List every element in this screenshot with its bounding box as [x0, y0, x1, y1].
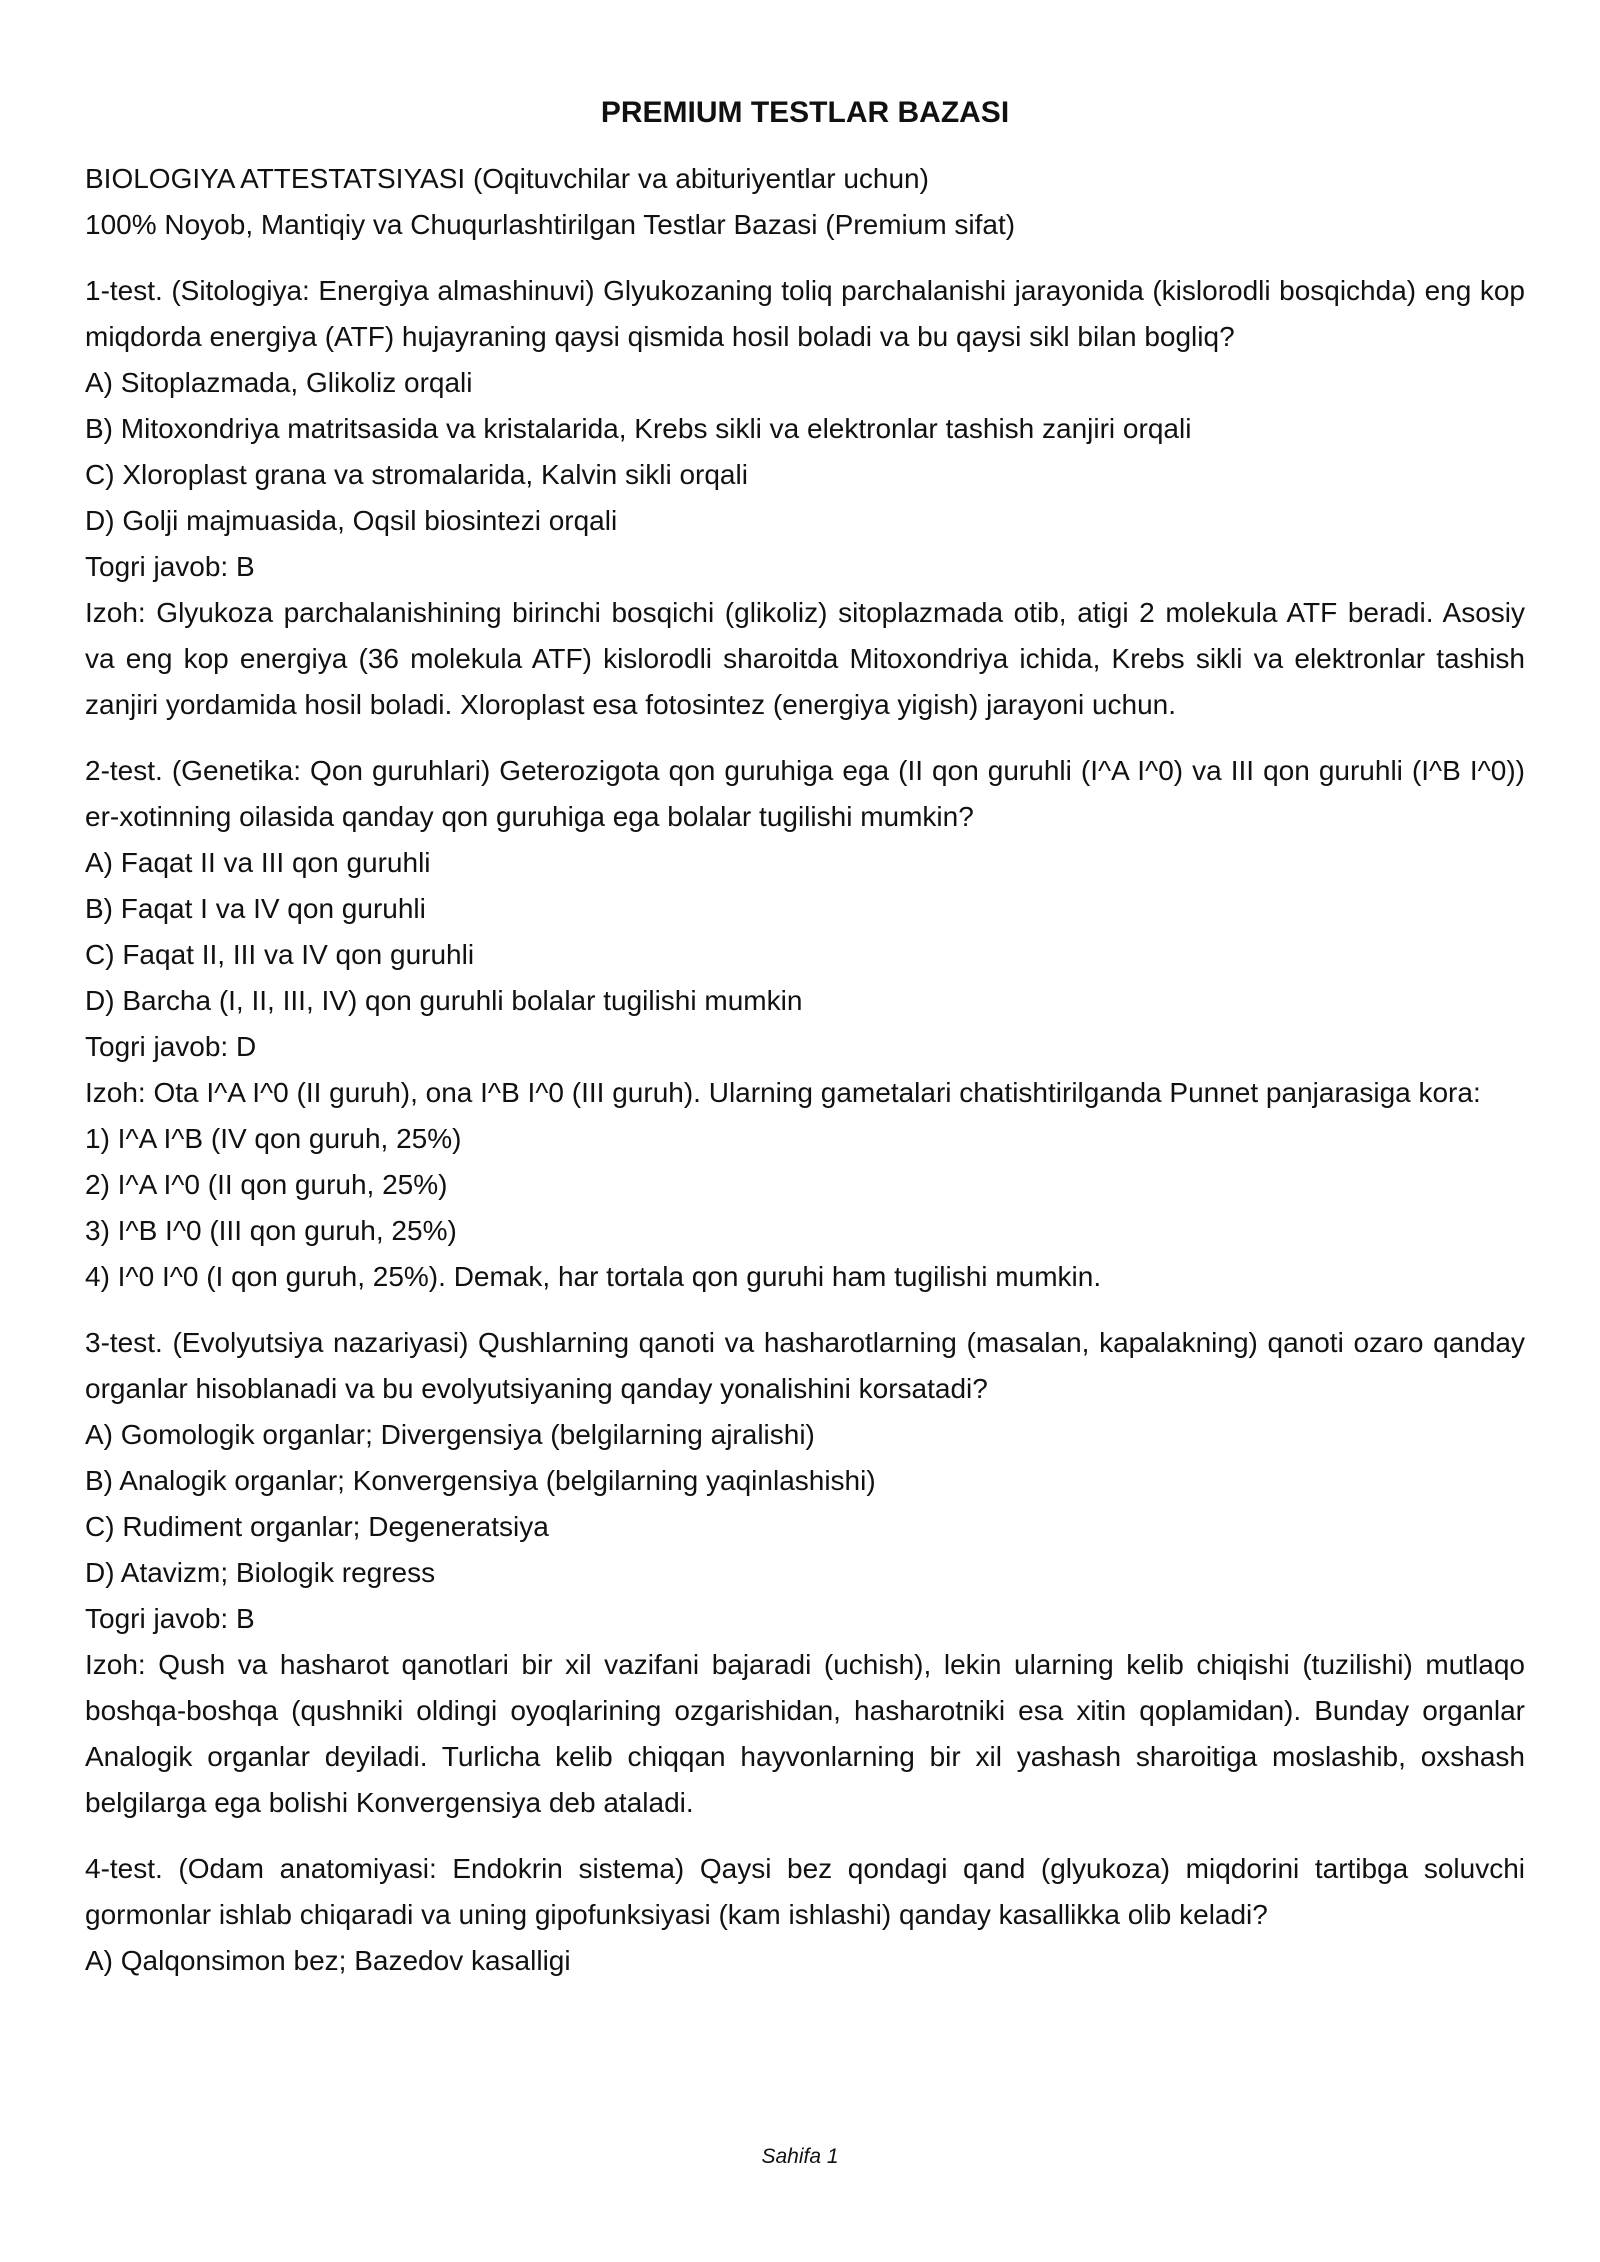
test-answer: Togri javob: B — [85, 1603, 255, 1634]
document-title: PREMIUM TESTLAR BAZASI — [600, 96, 1010, 129]
test-option-a: A) Faqat II va III qon guruhli — [85, 847, 431, 878]
test-1 — [85, 268, 1525, 728]
test-option-c: C) Rudiment organlar; Degeneratsiya — [85, 1511, 549, 1542]
test-explanation-line: 4) I^0 I^0 (I qon guruh, 25%). Demak, har tortala qon guruhi ham tugilishi mumkin. — [85, 1261, 1102, 1292]
test-option-b: B) Faqat I va IV qon guruhli — [85, 893, 426, 924]
test-question: 3-test. (Evolyutsiya nazariyasi) Qushlarning qanoti va hasharotlarning (masalan, kapalakning) qanoti ozaro qanday organlar hisoblanadi va bu evolyutsiyaning qanday yonalishini korsatadi? — [85, 1327, 1525, 1404]
test-answer: Togri javob: B — [85, 551, 255, 582]
document-header — [85, 156, 1525, 248]
test-explanation: Izoh: Qush va hasharot qanotlari bir xil vazifani bajaradi (uchish), lekin ularning kelib chiqishi (tuzilishi) mutlaqo boshqa-boshqa (qushniki oldingi oyoqlarining ozgarishidan, hasharotniki esa xitin qoplamidan). Bunday organlar Analogik organlar deyiladi. Turlicha kelib chiqqan hayvonlarning bir xil yashash sharoitiga moslashib, oxshash belgilarga ega bolishi Konvergensiya deb ataladi. — [85, 1649, 1525, 1818]
test-option-a: A) Qalqonsimon bez; Bazedov kasalligi — [85, 1945, 571, 1976]
test-4 — [85, 1846, 1525, 1984]
test-option-a: A) Sitoplazmada, Glikoliz orqali — [85, 367, 473, 398]
test-option-b: B) Mitoxondriya matritsasida va kristalarida, Krebs sikli va elektronlar tashish zanjiri orqali — [85, 413, 1192, 444]
test-question: 2-test. (Genetika: Qon guruhlari) Geterozigota qon guruhiga ega (II qon guruhli (I^A I^0) va III qon guruhli (I^B I^0)) er-xotinning oilasida qanday qon guruhiga ega bolalar tugilishi mumkin? — [85, 755, 1525, 832]
document-subtitle-2: 100% Noyob, Mantiqiy va Chuqurlashtirilgan Testlar Bazasi (Premium sifat) — [85, 209, 1016, 240]
test-explanation-line: 1) I^A I^B (IV qon guruh, 25%) — [85, 1123, 462, 1154]
test-question: 1-test. (Sitologiya: Energiya almashinuvi) Glyukozaning toliq parchalanishi jarayonida (kislorodli bosqichda) eng kop miqdorda energiya (ATF) hujayraning qaysi qismida hosil boladi va bu qaysi sikl bilan bogliq? — [85, 275, 1525, 352]
test-option-c: C) Xloroplast grana va stromalarida, Kalvin sikli orqali — [85, 459, 748, 490]
test-2 — [85, 748, 1525, 1300]
document-subtitle-1: BIOLOGIYA ATTESTATSIYASI (Oqituvchilar va abituriyentlar uchun) — [85, 163, 929, 194]
test-explanation-line: 3) I^B I^0 (III qon guruh, 25%) — [85, 1215, 457, 1246]
test-explanation: Izoh: Ota I^A I^0 (II guruh), ona I^B I^0 (III guruh). Ularning gametalari chatishtirilganda Punnet panjarasiga kora: — [85, 1077, 1481, 1108]
page-number-footer: Sahifa 1 — [761, 2145, 839, 2168]
test-option-c: C) Faqat II, III va IV qon guruhli — [85, 939, 475, 970]
test-answer: Togri javob: D — [85, 1031, 257, 1062]
test-option-d: D) Atavizm; Biologik regress — [85, 1557, 436, 1588]
document-page — [85, 88, 1525, 2004]
test-question: 4-test. (Odam anatomiyasi: Endokrin sistema) Qaysi bez qondagi qand (glyukoza) miqdorini tartibga soluvchi gormonlar ishlab chiqaradi va uning gipofunksiyasi (kam ishlashi) qanday kasallikka olib keladi? — [85, 1853, 1525, 1930]
test-explanation: Izoh: Glyukoza parchalanishining birinchi bosqichi (glikoliz) sitoplazmada otib, atigi 2 molekula ATF beradi. Asosiy va eng kop energiya (36 molekula ATF) kislorodli sharoitda Mitoxondriya ichida, Krebs sikli va elektronlar tashish zanjiri yordamida hosil boladi. Xloroplast esa fotosintez (energiya yigish) jarayoni uchun. — [85, 597, 1525, 720]
test-option-d: D) Barcha (I, II, III, IV) qon guruhli bolalar tugilishi mumkin — [85, 985, 803, 1016]
test-3 — [85, 1320, 1525, 1826]
test-option-b: B) Analogik organlar; Konvergensiya (belgilarning yaqinlashishi) — [85, 1465, 876, 1496]
test-option-a: A) Gomologik organlar; Divergensiya (belgilarning ajralishi) — [85, 1419, 815, 1450]
test-explanation-line: 2) I^A I^0 (II qon guruh, 25%) — [85, 1169, 448, 1200]
test-option-d: D) Golji majmuasida, Oqsil biosintezi orqali — [85, 505, 618, 536]
